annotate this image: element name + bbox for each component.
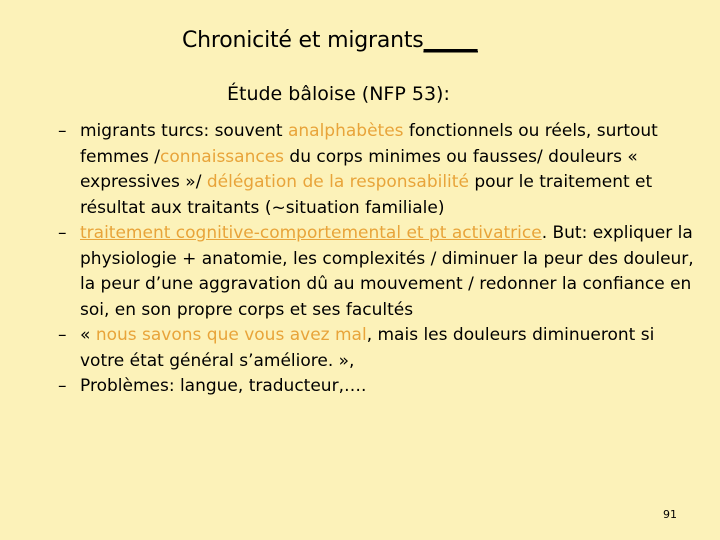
- bullet-text: , mais les douleurs diminueront si votre état général s’améliore. »,: [80, 325, 655, 371]
- highlight-text: connaissances: [160, 146, 285, 167]
- bullet-text: migrants turcs: souvent: [80, 121, 288, 141]
- bullet-text: Problèmes: langue, traducteur,….: [80, 376, 367, 396]
- bullet-item: [58, 221, 698, 323]
- bullet-dash: –: [58, 376, 67, 396]
- bullet-text: pour le traitement et résultat aux traitants (~situation familiale): [80, 172, 653, 218]
- title-text: Chronicité et migrants: [182, 28, 424, 53]
- highlight-text: traitement cognitive-comportemental et pt activatrice: [80, 223, 542, 243]
- title-blank: _____: [423, 28, 478, 53]
- bullet-text: fonctionnels ou réels, surtout femmes /: [80, 121, 658, 167]
- highlight-text: délégation de la responsabilité: [206, 172, 469, 192]
- bullet-text: «: [80, 325, 96, 345]
- bullet-list: [58, 119, 698, 400]
- bullet-text: . But: expliquer la physiologie + anatomie, les complexités / diminuer la peur des douleur, la peur d’une aggravation dû au mouvement / redonner la confiance en soi, en son propre corps et ses facultés: [80, 223, 694, 320]
- bullet-text: du corps minimes ou fausses/ douleurs « expressives »/: [80, 146, 638, 192]
- slide-subtitle: Étude bâloise (NFP 53):: [227, 83, 450, 105]
- bullet-dash: –: [58, 223, 67, 243]
- highlight-text: nous savons que vous avez mal: [95, 325, 367, 345]
- slide-title: [182, 28, 478, 53]
- page-number: 91: [663, 508, 677, 521]
- bullet-dash: –: [58, 325, 67, 345]
- bullet-item: [58, 323, 698, 374]
- highlight-text: analphabètes: [287, 121, 404, 141]
- slide-content: [58, 119, 698, 400]
- bullet-item: [58, 119, 698, 221]
- bullet-item: [58, 374, 698, 400]
- bullet-dash: –: [58, 121, 67, 141]
